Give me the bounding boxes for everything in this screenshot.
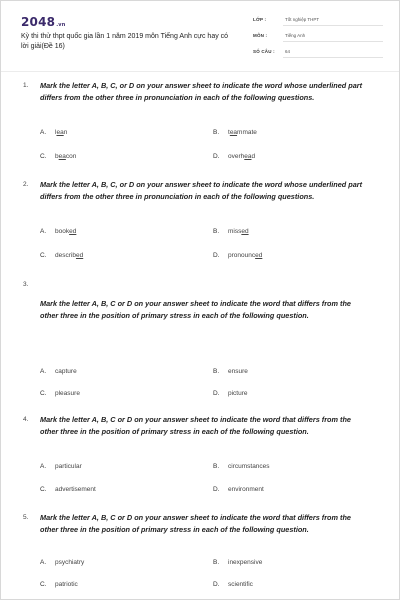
option-b[interactable]: B. circumstances bbox=[213, 463, 270, 470]
meta-label: MÔN : bbox=[253, 33, 268, 38]
meta-label: SỐ CÂU : bbox=[253, 49, 275, 54]
header-divider bbox=[1, 71, 399, 72]
option-d[interactable]: D. overhead bbox=[213, 153, 256, 160]
meta-row-question-count bbox=[253, 49, 383, 65]
question-text: Mark the letter A, B, C or D on your answer sheet to indicate the word that differs from the other three in the position of primary stress in each of the following question. bbox=[40, 299, 351, 320]
option-a[interactable]: A. capture bbox=[40, 368, 77, 375]
option-a[interactable]: A. booked bbox=[40, 228, 77, 235]
option-d[interactable]: D. pronounced bbox=[213, 252, 263, 259]
option-c[interactable]: C. pleasure bbox=[40, 390, 80, 397]
option-b[interactable]: B. inexpensive bbox=[213, 559, 263, 566]
meta-underline bbox=[283, 41, 383, 42]
option-c[interactable]: C. patriotic bbox=[40, 581, 78, 588]
option-b[interactable]: B. ensure bbox=[213, 368, 248, 375]
question-text: Mark the letter A, B, C, or D on your answer sheet to indicate the word whose underlined part differs from the other three in pronunciation in each of the following questions. bbox=[40, 81, 363, 102]
option-c[interactable]: C. described bbox=[40, 252, 84, 259]
meta-row-class bbox=[253, 17, 383, 33]
meta-underline bbox=[283, 57, 383, 58]
question-number: 1. bbox=[23, 82, 29, 89]
question-text: Mark the letter A, B, C or D on your answer sheet to indicate the word that differs from the other three in the position of primary stress in each of the following question. bbox=[40, 513, 351, 534]
meta-underline bbox=[283, 25, 383, 26]
option-c[interactable]: C. beacon bbox=[40, 153, 77, 160]
document-header bbox=[1, 1, 399, 71]
exam-meta bbox=[253, 17, 383, 65]
meta-label: LỚP : bbox=[253, 17, 267, 22]
question-number: 2. bbox=[23, 181, 29, 188]
meta-value: Tiếng Anh bbox=[285, 33, 306, 38]
option-a[interactable]: A. psychiatry bbox=[40, 559, 85, 566]
question-number: 4. bbox=[23, 416, 29, 423]
option-d[interactable]: D. picture bbox=[213, 390, 248, 397]
question-text: Mark the letter A, B, C or D on your answer sheet to indicate the word that differs from the other three in the position of primary stress in each of the following question. bbox=[40, 415, 351, 436]
option-d[interactable]: D. scientific bbox=[213, 581, 253, 588]
logo-main-text: 2048 bbox=[21, 15, 56, 29]
option-d[interactable]: D. environment bbox=[213, 486, 264, 493]
question-text: Mark the letter A, B, C, or D on your answer sheet to indicate the word whose underlined part differs from the other three in pronunciation in each of the following questions. bbox=[40, 180, 363, 201]
question-number: 3. bbox=[23, 281, 29, 288]
meta-value: Tốt nghiệp THPT bbox=[285, 17, 320, 22]
option-b[interactable]: B. missed bbox=[213, 228, 249, 235]
meta-value: 64 bbox=[285, 49, 291, 54]
option-a[interactable]: A. lean bbox=[40, 129, 68, 136]
option-a[interactable]: A. particular bbox=[40, 463, 82, 470]
site-logo[interactable] bbox=[21, 15, 66, 29]
logo-suffix-text: .vn bbox=[56, 22, 66, 28]
meta-row-subject bbox=[253, 33, 383, 49]
option-c[interactable]: C. advertisement bbox=[40, 486, 96, 493]
option-b[interactable]: B. teammate bbox=[213, 129, 257, 136]
question-number: 5. bbox=[23, 514, 29, 521]
exam-title: Kỳ thi thử thpt quốc gia lần 1 năm 2019 môn Tiếng Anh cực hay có lời giải(Đề 16) bbox=[21, 33, 229, 50]
